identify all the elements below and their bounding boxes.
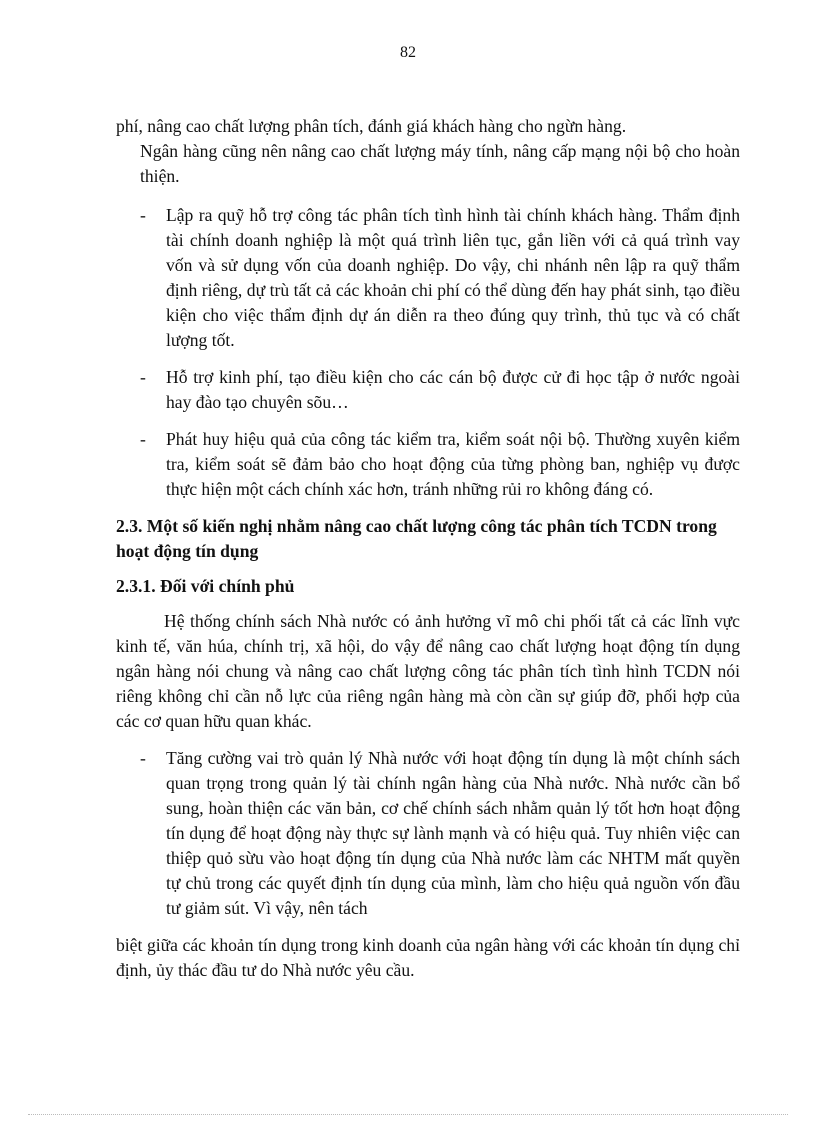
continuation-first-line: phí, nâng cao chất lượng phân tích, đánh giá khách hàng cho ngừn hàng. — [116, 116, 627, 136]
bullet-text: Lập ra quỹ hỗ trợ công tác phân tích tình hình tài chính khách hàng. Thẩm định tài chính doanh nghiệp là một quá trình liên tục, gắn liền với cả quá trình vay vốn và sử dụng vốn của doanh nghiệp. Do vậy, chi nhánh nên lập ra quỹ thẩm định riêng, dự trù tất cả các khoản chi phí có thể dùng đến hay phát sinh, tạo điều kiện cho việc thẩm định dự án diễn ra theo đúng quy trình, thủ tục và có chất lượng tốt. — [166, 205, 740, 350]
bullet-dash: - — [140, 205, 146, 225]
page-number: 82 — [400, 44, 416, 61]
document-body — [116, 114, 740, 983]
bullet-text: Hỗ trợ kinh phí, tạo điều kiện cho các cán bộ được cử đi học tập ở nước ngoài hay đào tạo chuyên sõu… — [166, 367, 740, 412]
section-heading: 2.3. Một số kiến nghị nhằm nâng cao chất lượng công tác phân tích TCDN trong hoạt động tín dụng — [116, 516, 717, 561]
continuation-paragraph — [116, 114, 740, 189]
intro-paragraph: Hệ thống chính sách Nhà nước có ảnh hưởng vĩ mô chi phối tất cả các lĩnh vực kinh tế, văn húa, chính trị, xã hội, do vậy để nâng cao chất lượng hoạt động tín dụng ngân hàng nói chung và nâng cao chất lượng công tác phân tích tình hình TCDN nói riêng không chỉ cần nỗ lực của riêng ngân hàng mà còn cần sự giúp đỡ, phối hợp của các cơ quan hữu quan khác. — [116, 611, 740, 731]
bullet-dash: - — [140, 429, 146, 449]
footer-divider — [28, 1114, 788, 1115]
subsection-heading: 2.3.1. Đối với chính phủ — [116, 576, 295, 596]
bullet-item — [140, 427, 740, 502]
bullet-text: Phát huy hiệu quả của công tác kiểm tra, kiểm soát nội bộ. Thường xuyên kiểm tra, kiểm soát sẽ đảm bảo cho hoạt động của từng phòng ban, nghiệp vụ được thực hiện một cách chính xác hơn, tránh những rủi ro không đáng có. — [166, 429, 740, 499]
bullet-text: Tăng cường vai trò quản lý Nhà nước với hoạt động tín dụng là một chính sách quan trọng trong quản lý tài chính ngân hàng của Nhà nước. Nhà nước cần bổ sung, hoàn thiện các văn bản, cơ chế chính sách nhằm quản lý tốt hơn hoạt động tín dụng để hoạt động này thực sự lành mạnh và có hiệu quả. Tuy nhiên việc can thiệp quỏ sừu vào hoạt động tín dụng của Nhà nước làm các NHTM mất quyền tự chủ trong các quyết định tín dụng của mình, làm cho hiệu quả nguồn vốn đầu tư giảm sút. Vì vậy, nên tách — [166, 748, 740, 918]
bullet-item — [140, 365, 740, 415]
continuation-rest: Ngân hàng cũng nên nâng cao chất lượng máy tính, nâng cấp mạng nội bộ cho hoàn thiện. — [140, 141, 740, 186]
bullet-dash: - — [140, 748, 146, 768]
bullet-item — [140, 203, 740, 353]
bullet-dash: - — [140, 367, 146, 387]
bullet-item — [140, 746, 740, 921]
tail-paragraph: biệt giữa các khoản tín dụng trong kinh doanh của ngân hàng với các khoản tín dụng chỉ định, ủy thác đầu tư do Nhà nước yêu cầu. — [116, 935, 740, 980]
